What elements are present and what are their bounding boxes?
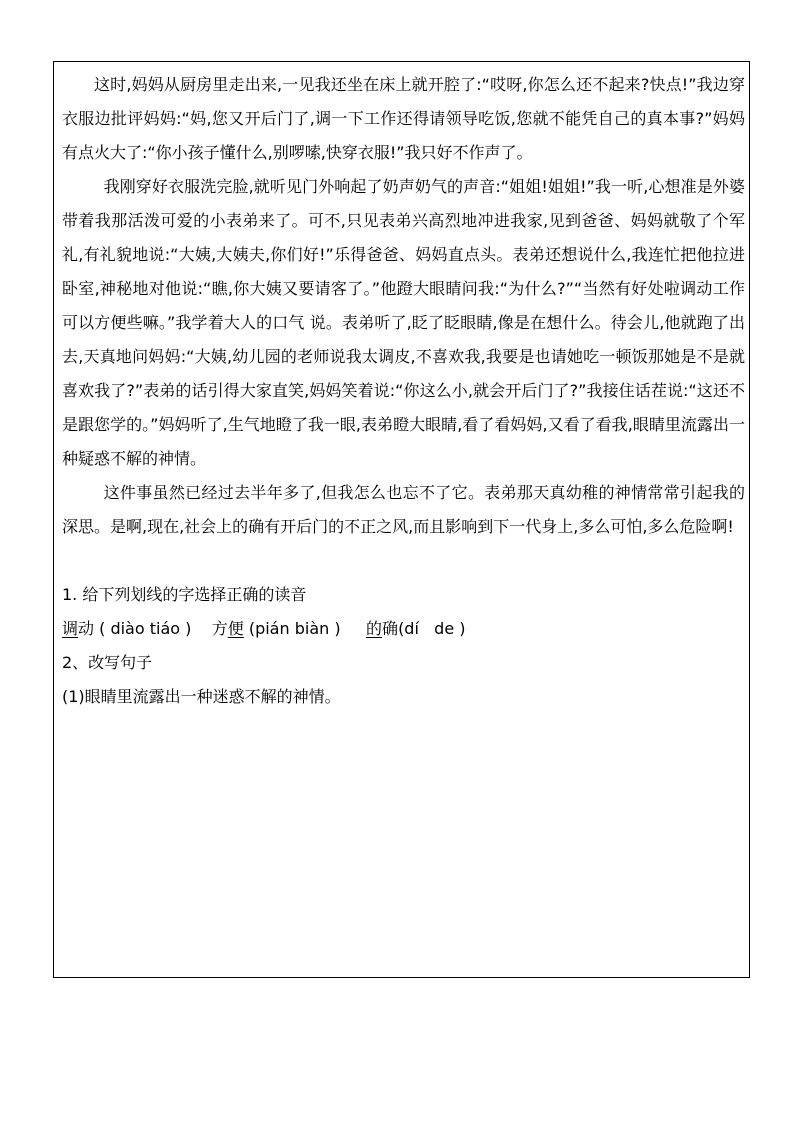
question-2-sub-1: (1)眼睛里流露出一种迷惑不解的神情。: [62, 687, 341, 706]
q1-item-1-underlined: 调: [62, 619, 79, 638]
q1-item-1-pinyin: ( diào tiáo ): [94, 619, 192, 638]
q1-item-2-pre: 方: [211, 619, 228, 638]
q1-item-3: [366, 619, 465, 638]
q1-item-2-underlined: 便: [227, 619, 244, 638]
question-2-title: 2、改写句子: [62, 653, 153, 672]
q1-item-1: [62, 619, 191, 638]
passage-paragraph-3: 这件事虽然已经过去半年多了,但我怎么也忘不了它。表弟那天真幼稚的神情常常引起我的深思。是啊,现在,社会上的确有开后门的不正之风,而且影响到下一代身上,多么可怕,多么危险啊!: [62, 483, 745, 536]
q1-item-2-pinyin: (pián biàn ): [243, 619, 341, 638]
q1-item-3-underlined: 的: [366, 619, 383, 638]
document-table-cell: [53, 61, 750, 978]
q1-item-1-post: 动: [78, 619, 95, 638]
passage-paragraph-2: 我刚穿好衣服洗完脸,就听见门外响起了奶声奶气的声音:“姐姐!姐姐!”我一听,心想准是外婆带着我那活泼可爱的小表弟来了。可不,只见表弟兴高烈地冲进我家,见到爸爸、妈妈就敬了个军礼,有礼貌地说:“大姨,大姨夫,你们好!”乐得爸爸、妈妈直点头。表弟还想说什么,我连忙把他拉进卧室,神秘地对他说:“瞧,你大姨又要请客了。”他蹬大眼睛问我:“为什么?”“当然有好处啦调动工作可以方便些嘛。”我学着大人的口气 说。表弟听了,眨了眨眼睛,像是在想什么。待会儿,他就跑了出去,天真地问妈妈:“大姨,幼儿园的老师说我太调皮,不喜欢我,我要是也请她吃一顿饭那她是不是就喜欢我了?”表弟的话引得大家直笑,妈妈笑着说:“你这么小,就会开后门了?”我接住话茬说:“这还不是跟您学的。”妈妈听了,生气地瞪了我一眼,表弟瞪大眼睛,看了看妈妈,又看了看我,眼睛里流露出一种疑惑不解的神情。: [62, 177, 745, 468]
q1-item-3-pinyin: (dí de ): [398, 619, 466, 638]
question-1-title: 1. 给下列划线的字选择正确的读音: [62, 585, 307, 604]
passage-paragraph-1: 这时,妈妈从厨房里走出来,一见我还坐在床上就开腔了:“哎呀,你怎么还不起来?快点!”我边穿衣服边批评妈妈:“妈,您又开后门了,调一下工作还得请领导吃饭,您就不能凭自己的真本事?”妈妈有点火大了:“你小孩子懂什么,别啰嗦,快穿衣服!”我只好不作声了。: [62, 75, 745, 162]
question-1-options: [62, 612, 745, 646]
spacer: [62, 544, 745, 578]
q1-item-3-post: 确: [382, 619, 399, 638]
q1-item-2: [212, 619, 341, 638]
